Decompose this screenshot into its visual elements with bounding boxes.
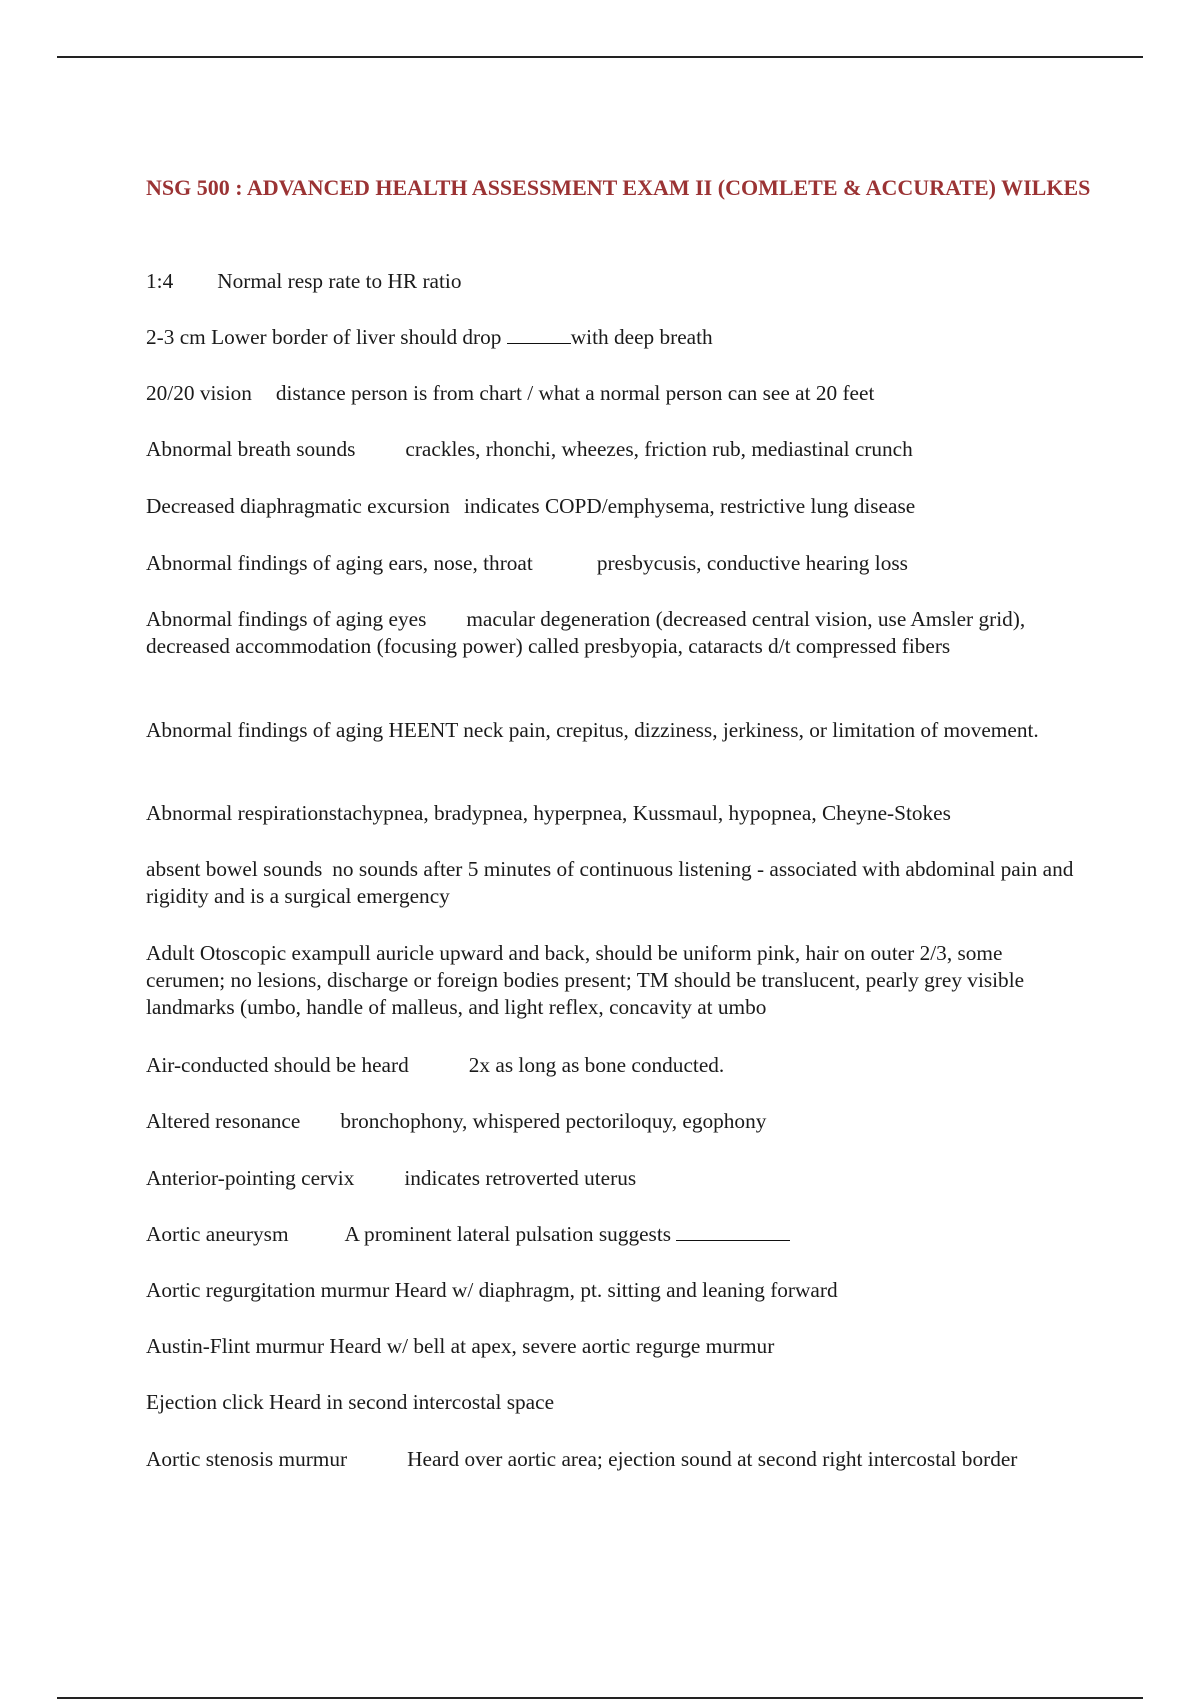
entry-definition: 2x as long as bone conducted. [468,1053,725,1077]
flashcard-entry [146,268,1086,295]
fill-in-blank [676,1222,790,1241]
flashcard-entry [146,380,1086,407]
flashcard-entry [146,606,1086,660]
entry-definition: tachypnea, bradypnea, hyperpnea, Kussmaul, hypopnea, Cheyne-Stokes [337,801,951,825]
entry-definition: no sounds after 5 minutes of continuous listening - associated with abdominal pain and rigidity and is a surgical emergency [146,857,1074,908]
entry-term: Abnormal respirations [146,801,338,825]
flashcard-entry [146,1389,1086,1416]
entry-definition: presbycusis, conductive hearing loss [596,551,908,575]
entry-term: Anterior-pointing cervix [146,1166,355,1190]
entry-term: Aortic aneurysm [146,1222,289,1246]
entry-definition-continued: with deep breath [570,325,713,349]
entry-definition: indicates retroverted uterus [404,1166,637,1190]
entry-term: Ejection click [146,1390,264,1414]
entry-definition: Heard in second intercostal space [269,1390,555,1414]
flashcard-entry [146,1052,1086,1079]
entry-definition: crackles, rhonchi, wheezes, friction rub, mediastinal crunch [405,437,913,461]
entry-definition: distance person is from chart / what a normal person can see at 20 feet [275,381,875,405]
entry-definition: Heard w/ diaphragm, pt. sitting and leaning forward [394,1278,838,1302]
entry-term: Abnormal findings of aging ears, nose, throat [146,551,533,575]
flashcard-entry [146,493,1086,520]
entry-term: Aortic stenosis murmur [146,1447,348,1471]
entry-term: Air-conducted should be heard [146,1053,409,1077]
entry-term: Decreased diaphragmatic excursion [146,494,450,518]
flashcard-entry [146,717,1086,744]
entry-term: Abnormal findings of aging HEENT [146,718,458,742]
flashcard-entry [146,1333,1086,1360]
flashcard-entry [146,1165,1086,1192]
fill-in-blank [507,325,571,344]
flashcard-entry [146,856,1086,910]
entry-definition: bronchophony, whispered pectoriloquy, egophony [340,1109,767,1133]
entry-definition: indicates COPD/emphysema, restrictive lung disease [463,494,916,518]
document-title: NSG 500 : ADVANCED HEALTH ASSESSMENT EXAM II (COMLETE & ACCURATE) WILKES [146,175,1091,200]
entry-term: Altered resonance [146,1109,301,1133]
flashcard-entry [146,324,1086,351]
entry-definition: pull auricle upward and back, should be uniform pink, hair on outer 2/3, some cerumen; no lesions, discharge or foreign bodies present; TM should be translucent, pearly grey visible landmarks (umbo, handle of malleus, and light reflex, concavity at umbo [146,941,1025,1019]
entry-definition: Normal resp rate to HR ratio [217,269,462,293]
entry-term: Abnormal findings of aging eyes [146,607,427,631]
entry-term: 1:4 [146,269,174,293]
flashcard-entry [146,1108,1086,1135]
entry-term: Austin-Flint murmur [146,1334,325,1358]
entry-definition: Lower border of liver should drop [211,325,502,349]
top-rule [57,56,1143,58]
entry-term: Adult Otoscopic exam [146,941,338,965]
flashcard-entry [146,1221,1086,1248]
flashcard-entry [146,550,1086,577]
entry-term: absent bowel sounds [146,857,323,881]
entry-term: Abnormal breath sounds [146,437,356,461]
entry-definition: A prominent lateral pulsation suggests [344,1222,672,1246]
entry-definition: Heard w/ bell at apex, severe aortic regurge murmur [329,1334,775,1358]
entry-term: 20/20 vision [146,381,252,405]
entry-definition: neck pain, crepitus, dizziness, jerkiness, or limitation of movement. [463,718,1039,742]
bottom-rule [57,1697,1143,1699]
entry-term: Aortic regurgitation murmur [146,1278,390,1302]
flashcard-entry [146,436,1086,463]
entry-term: 2-3 cm [146,325,206,349]
flashcard-entry [146,1277,1086,1304]
flashcard-entry [146,940,1086,1021]
entry-definition: Heard over aortic area; ejection sound at second right intercostal border [407,1447,1018,1471]
entry-definition: macular degeneration (decreased central vision, use Amsler grid), decreased accommodation (focusing power) called presbyopia, cataracts d/t compressed fibers [146,607,1026,658]
flashcard-entry [146,800,1086,827]
flashcard-entry [146,1446,1086,1473]
